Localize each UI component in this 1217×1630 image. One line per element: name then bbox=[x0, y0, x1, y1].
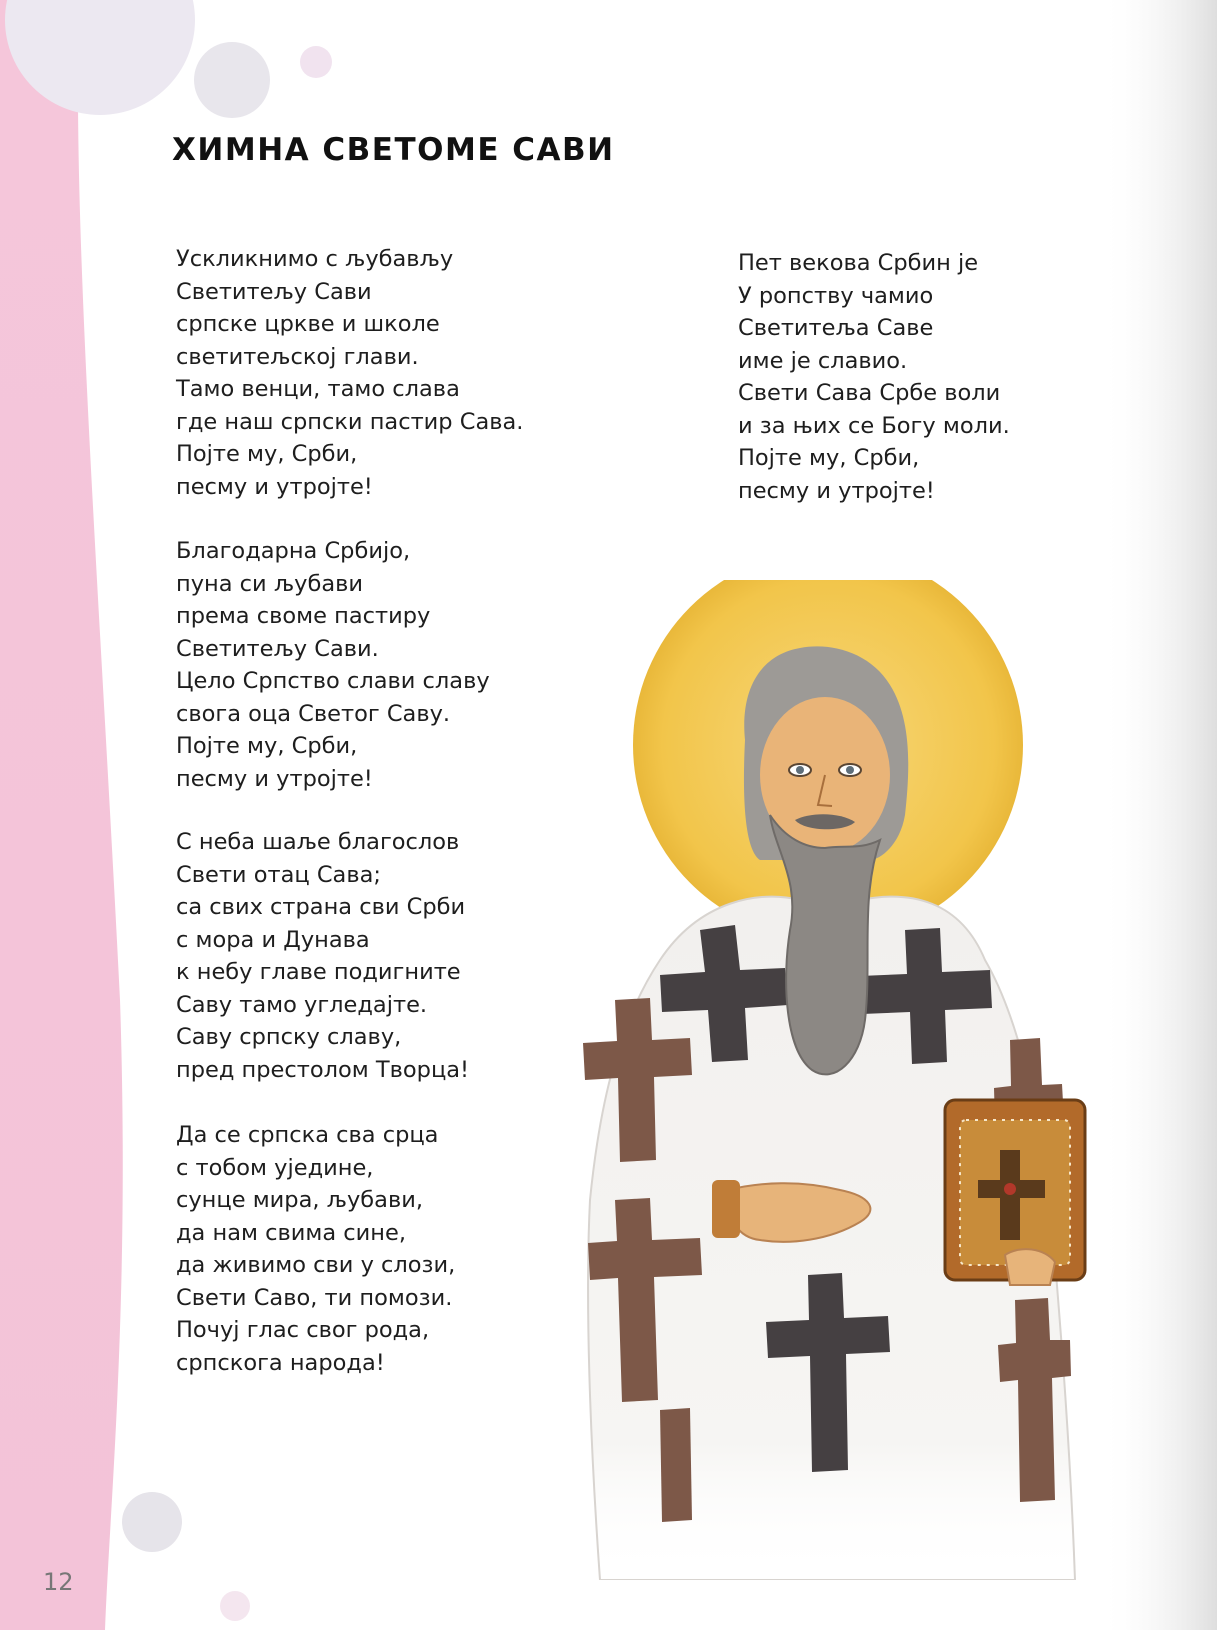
verse-line: с тобом уједине, bbox=[176, 1154, 374, 1181]
saint-sava-icon-illustration bbox=[560, 580, 1120, 1580]
verse-line: и за њих се Богу моли. bbox=[738, 412, 1010, 439]
verse-line: Пет векова Србин је bbox=[738, 250, 979, 276]
verse-line: Почуј глас свог рода, bbox=[176, 1317, 430, 1343]
cuff bbox=[712, 1180, 740, 1238]
page-title: ХИМНА СВЕТОМЕ САВИ bbox=[172, 132, 615, 168]
verse-line: Да се српска сва срца bbox=[176, 1122, 439, 1148]
verse-line: име је славио. bbox=[738, 347, 908, 374]
verse-line: Свети Саво, ти помози. bbox=[176, 1284, 453, 1311]
verse-line: са свих страна сви Срби bbox=[176, 894, 466, 920]
verse-line: српске цркве и школе bbox=[176, 311, 440, 337]
verse-line: сунце мира, љубави, bbox=[176, 1187, 423, 1213]
verse-line: Свети отац Сава; bbox=[176, 861, 381, 888]
verse-line: Благодарна Србијо, bbox=[176, 538, 411, 564]
stanza-5 bbox=[738, 247, 1010, 507]
stanza-2 bbox=[176, 535, 490, 795]
verse-line: к небу главе подигните bbox=[176, 959, 461, 985]
stanza-1 bbox=[176, 243, 523, 503]
deco-circle-small bbox=[300, 46, 332, 78]
verse-line: Саву тамо угледајте. bbox=[176, 991, 428, 1018]
verse-line: песму и утројте! bbox=[738, 477, 935, 504]
page-number: 12 bbox=[43, 1568, 74, 1596]
verse-line: У ропству чамио bbox=[738, 282, 934, 309]
deco-circle-medium bbox=[194, 42, 270, 118]
verse-line: светитељској глави. bbox=[176, 343, 419, 370]
verse-line: српскога народа! bbox=[176, 1349, 385, 1376]
verse-line: Појте му, Срби, bbox=[738, 445, 920, 471]
verse-line: где наш српски пастир Сава. bbox=[176, 408, 524, 435]
deco-circle-bottom-small bbox=[220, 1591, 250, 1621]
verse-line: Светитеља Саве bbox=[738, 315, 934, 341]
verse-line: Саву српску славу, bbox=[176, 1024, 402, 1050]
verse-line: Светитељу Сави bbox=[176, 278, 372, 305]
verse-line: Свети Сава Србе воли bbox=[738, 380, 1001, 406]
verse-line: Појте му, Срби, bbox=[176, 441, 358, 467]
deco-circle-bottom bbox=[122, 1492, 182, 1552]
verse-line: према своме пастиру bbox=[176, 603, 431, 629]
verse-line: да живимо сви у слози, bbox=[176, 1252, 456, 1278]
gospel-book-icon bbox=[945, 1100, 1085, 1285]
verse-line: Ускликнимо с љубављу bbox=[176, 246, 454, 272]
verse-line: да нам свима сине, bbox=[176, 1219, 406, 1246]
verse-line: песму и утројте! bbox=[176, 473, 373, 500]
verse-line: песму и утројте! bbox=[176, 765, 373, 792]
pink-side-band bbox=[0, 0, 123, 1630]
stanza-3 bbox=[176, 826, 469, 1086]
verse-line: пред престолом Творца! bbox=[176, 1056, 470, 1083]
verse-line: С неба шаље благослов bbox=[176, 829, 460, 855]
verse-line: Светитељу Сави. bbox=[176, 635, 379, 662]
verse-line: Појте му, Срби, bbox=[176, 733, 358, 759]
verse-line: пуна си љубави bbox=[176, 570, 363, 597]
stanza-4 bbox=[176, 1119, 455, 1379]
verse-line: с мора и Дунава bbox=[176, 926, 370, 953]
verse-line: Цело Српство слави славу bbox=[176, 668, 490, 694]
verse-line: свога оца Светог Саву. bbox=[176, 700, 451, 727]
verse-line: Тамо венци, тамо слава bbox=[176, 376, 460, 402]
